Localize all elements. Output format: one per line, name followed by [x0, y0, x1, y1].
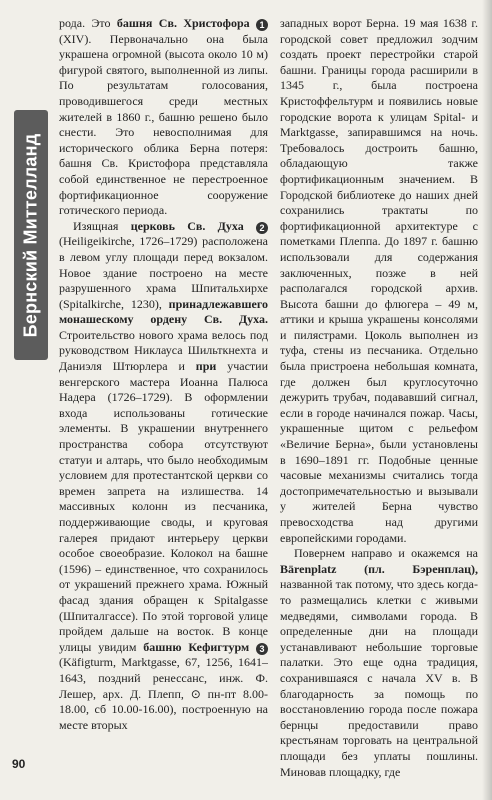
- page-number: 90: [12, 757, 26, 771]
- paragraph-western-gate: западных ворот Берна. 19 мая 1638 г. городской совет предложил зодчим создать проект перестройки старой башни. Границы города расширили в 1345 г., была построена Кристоффельтурм и появились новые городские ворота к улицам Spital- и Marktgasse, запиравшимся на ночь. Требовалось достроить башню, обладающую также фортификационным значением. В Городской библиотеке до наших дней сохранились трактаты по фортификационной архитектуре с пометками Плеппа. До 1897 г. башню использовали для содержания заключенных, позже в ней располагался городской архив. Высота башни до флюгера – 49 м, аттики и крыша украшены консолями и пилястрами. Цоколь выполнен из туфа, стены из песчаника. Отдельно была пристроена небольшая комната, где должен был круглосуточно дежурить трубач, подававший сигнал, если в городе начинался пожар. Часы, украшенные щитом с рельефом «Величие Берна», были установлены в 1690–1891 гг. Подобные ценные часовые механизмы считались тогда достопримечательностью и вызывали у жителей Берна чувство превосходства над другими европейскими городами.: [280, 16, 478, 545]
- paragraph-barenplatz: Повернем направо и окажемся на Bärenplatz (пл. Бэренплац), названной так потому, что здесь когда-то размещались клетки с живыми медведями, символами города. В определенные дни на площади устанавливают небольшие торговые палатки. Это еще одна традиция, сохранившаяся с начала XV в. В благодарность за помощь по восстановлению города после пожара бернцы предоставили право крестьянам торговать на центральной площади без уплаты пошлины. Миновав площадку, где: [280, 546, 478, 779]
- paragraph-holy-spirit-church: Изящная церковь Св. Духа 2 (Heiligeikirche, 1726–1729) расположена в левом углу площади перед вокзалом. Новое здание построено на месте разрушенного храма Шпитальхирхе (Spitalkirche, 1230), принадлежавшего монашескому ордену Св. Духа. Строительство нового храма велось под руководством Никлауса Шильткнехта и Даниэля Штюрлера и при участии венгерского мастера Иоанна Палюса Надера (1726–1729). В оформлении входа использованы готические элементы. В украшении внутреннего пространства собора отсутствуют статуи и алтарь, что было необходимым условием для протестантской церкви со времен запрета на излишества. 14 массивных колонн из песчаника, поддерживающие своды, и круговая галерея придают интерьеру церкви особое своеобразие. Колокол на башне (1596) – единственное, что сохранилось от украшений прежнего храма. Южный фасад здания обращен к Spitalgasse (Шпиталгассе). По этой торговой улице пройдем дальше на восток. В конце улицы увидим башню Кефигтурм 3 (Käfigturm, Marktgasse, 67, 1256, 1641–1643, поздний ренессанс, инж. Ф. Лешер, арх. Д. Плепп, ⊙ пн-пт 8.00-18.00, сб 10.00-16.00), построенную на месте вторых: [59, 218, 268, 732]
- map-marker-1-icon: 1: [256, 19, 268, 31]
- christopher-tower-name: башня Св. Христофора: [116, 16, 250, 30]
- chapter-title: Бернский Миттелланд: [20, 133, 41, 337]
- scan-edge-shadow: [482, 0, 492, 800]
- map-marker-3-icon: 3: [256, 643, 268, 655]
- kafigturm-name: башню Кефигтурм: [143, 639, 250, 654]
- map-marker-2-icon: 2: [256, 222, 268, 234]
- left-text-column: [59, 16, 268, 798]
- paragraph-christopher-tower: рода. Это башня Св. Христофора 1 (XIV). Первоначально она была украшена огромной (высота около 10 м) фигурой святого, выполненной из липы. По результатам голосования, проводившегося среди местных жителей в 1860 г., башню решено было снести. Это невосполнимая для исторического облика Берна потеря: башня Св. Кристофора представляла собой единственное не перестроенное фортификационное сооружение готического периода.: [59, 16, 268, 218]
- holy-spirit-church-name: церковь Св. Духа: [130, 218, 244, 233]
- right-text-column: [280, 16, 478, 798]
- barenplatz-name: Bärenplatz (пл. Бэренплац),: [280, 561, 478, 576]
- chapter-side-tab: [14, 110, 48, 360]
